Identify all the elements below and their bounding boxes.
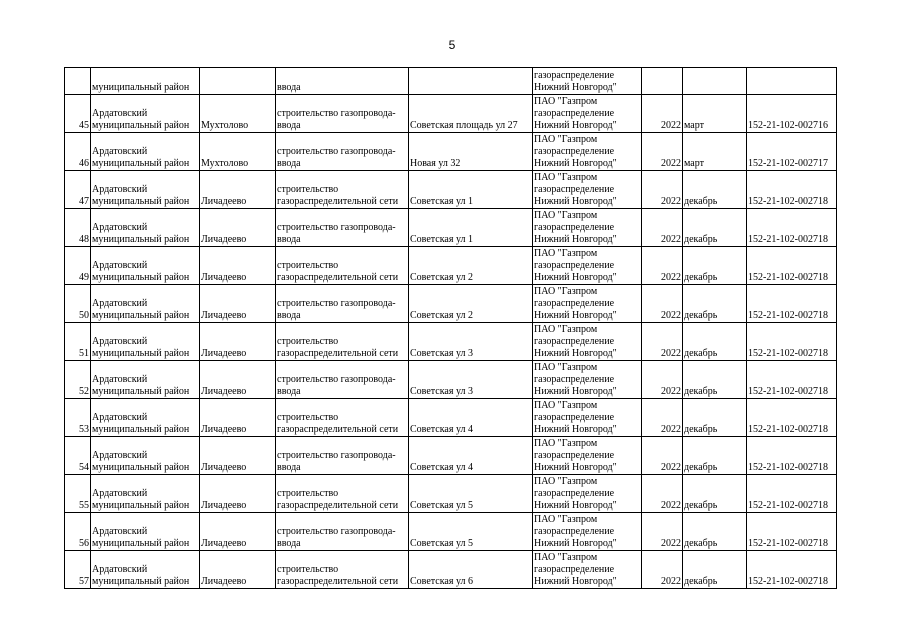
cell-settlement: Личадеево — [200, 247, 276, 285]
org-line: Нижний Новгород" — [534, 348, 617, 359]
cell-settlement: Личадеево — [200, 475, 276, 513]
cell-settlement: Личадеево — [200, 551, 276, 589]
cell-code: 152-21-102-002718 — [747, 323, 837, 361]
district-line: муниципальный район — [92, 234, 190, 245]
cell-district — [91, 95, 200, 133]
cell-code: 152-21-102-002718 — [747, 399, 837, 437]
org-line: Нижний Новгород" — [534, 82, 617, 93]
district-line: муниципальный район — [92, 538, 190, 549]
cell-org — [533, 399, 642, 437]
cell-settlement: Личадеево — [200, 209, 276, 247]
cell-code: 152-21-102-002717 — [747, 133, 837, 171]
table-row — [65, 171, 837, 209]
work-line: строительство газопровода- — [277, 108, 396, 119]
cell-code: 152-21-102-002718 — [747, 361, 837, 399]
cell-org — [533, 247, 642, 285]
work-line: ввода — [277, 386, 301, 397]
work-line: ввода — [277, 538, 301, 549]
work-line: строительство газопровода- — [277, 374, 396, 385]
org-line: ПАО "Газпром — [534, 400, 598, 411]
district-line: муниципальный район — [92, 120, 190, 131]
cell-year: 2022 — [642, 361, 683, 399]
cell-month: декабрь — [683, 399, 747, 437]
cell-address: Новая ул 32 — [409, 133, 533, 171]
cell-address — [409, 68, 533, 95]
cell-code: 152-21-102-002718 — [747, 513, 837, 551]
org-line: ПАО "Газпром — [534, 552, 598, 563]
cell-settlement — [200, 68, 276, 95]
cell-month: декабрь — [683, 437, 747, 475]
org-line: Нижний Новгород" — [534, 386, 617, 397]
cell-num: 55 — [65, 475, 91, 513]
org-line: ПАО "Газпром — [534, 476, 598, 487]
work-line: газораспределительной сети — [277, 500, 399, 511]
cell-work — [276, 513, 409, 551]
cell-work — [276, 551, 409, 589]
cell-year — [642, 68, 683, 95]
cell-district — [91, 399, 200, 437]
cell-district — [91, 133, 200, 171]
org-line: Нижний Новгород" — [534, 272, 617, 283]
cell-org — [533, 209, 642, 247]
table-row — [65, 399, 837, 437]
work-line: газораспределительной сети — [277, 196, 399, 207]
cell-work — [276, 361, 409, 399]
cell-work — [276, 247, 409, 285]
work-line: ввода — [277, 120, 301, 131]
cell-month: март — [683, 95, 747, 133]
cell-code: 152-21-102-002718 — [747, 285, 837, 323]
cell-district — [91, 437, 200, 475]
org-line: ПАО "Газпром — [534, 172, 598, 183]
district-line: муниципальный район — [92, 386, 190, 397]
cell-code: 152-21-102-002718 — [747, 209, 837, 247]
cell-num: 47 — [65, 171, 91, 209]
org-line: Нижний Новгород" — [534, 310, 617, 321]
cell-month: декабрь — [683, 247, 747, 285]
cell-address: Советская ул 4 — [409, 399, 533, 437]
district-line: муниципальный район — [92, 500, 190, 511]
district-line: Ардатовский — [92, 564, 148, 575]
cell-org — [533, 323, 642, 361]
district-line: муниципальный район — [92, 82, 190, 93]
district-line: Ардатовский — [92, 412, 148, 423]
cell-address: Советская ул 1 — [409, 209, 533, 247]
cell-num: 50 — [65, 285, 91, 323]
district-line: Ардатовский — [92, 336, 148, 347]
cell-work — [276, 133, 409, 171]
cell-num: 57 — [65, 551, 91, 589]
work-line: строительство — [277, 260, 339, 271]
cell-address: Советская ул 5 — [409, 475, 533, 513]
district-line: муниципальный район — [92, 158, 190, 169]
cell-month — [683, 68, 747, 95]
table-row — [65, 437, 837, 475]
cell-month: март — [683, 133, 747, 171]
table-row — [65, 475, 837, 513]
work-line: строительство газопровода- — [277, 298, 396, 309]
cell-org — [533, 68, 642, 95]
cell-work — [276, 95, 409, 133]
org-line: ПАО "Газпром — [534, 210, 598, 221]
cell-code — [747, 68, 837, 95]
org-line: газораспределение — [534, 374, 615, 385]
org-line: ПАО "Газпром — [534, 134, 598, 145]
cell-district — [91, 475, 200, 513]
work-line: газораспределительной сети — [277, 576, 399, 587]
cell-district — [91, 323, 200, 361]
cell-org — [533, 551, 642, 589]
district-line: муниципальный район — [92, 576, 190, 587]
district-line: Ардатовский — [92, 184, 148, 195]
org-line: газораспределение — [534, 298, 615, 309]
cell-address: Советская ул 2 — [409, 285, 533, 323]
work-line: строительство газопровода- — [277, 146, 396, 157]
cell-num: 56 — [65, 513, 91, 551]
cell-year: 2022 — [642, 171, 683, 209]
work-line: газораспределительной сети — [277, 348, 399, 359]
cell-org — [533, 361, 642, 399]
district-line: Ардатовский — [92, 260, 148, 271]
cell-work — [276, 437, 409, 475]
cell-address: Советская ул 3 — [409, 361, 533, 399]
table-row — [65, 323, 837, 361]
cell-address: Советская ул 3 — [409, 323, 533, 361]
cell-num: 46 — [65, 133, 91, 171]
cell-year: 2022 — [642, 513, 683, 551]
cell-year: 2022 — [642, 95, 683, 133]
cell-work — [276, 323, 409, 361]
cell-code: 152-21-102-002718 — [747, 171, 837, 209]
page-number: 5 — [448, 38, 456, 52]
cell-month: декабрь — [683, 285, 747, 323]
cell-address: Советская площадь ул 27 — [409, 95, 533, 133]
org-line: Нижний Новгород" — [534, 538, 617, 549]
table-row — [65, 133, 837, 171]
cell-month: декабрь — [683, 475, 747, 513]
cell-num: 45 — [65, 95, 91, 133]
district-line: Ардатовский — [92, 108, 148, 119]
cell-month: декабрь — [683, 323, 747, 361]
work-line: ввода — [277, 158, 301, 169]
cell-district — [91, 361, 200, 399]
cell-org — [533, 133, 642, 171]
cell-year: 2022 — [642, 399, 683, 437]
cell-month: декабрь — [683, 361, 747, 399]
work-line: ввода — [277, 82, 301, 93]
work-line: ввода — [277, 462, 301, 473]
district-line: Ардатовский — [92, 450, 148, 461]
cell-settlement: Личадеево — [200, 399, 276, 437]
table-row-continued — [65, 68, 837, 95]
org-line: Нижний Новгород" — [534, 158, 617, 169]
district-line: муниципальный район — [92, 272, 190, 283]
district-line: муниципальный район — [92, 310, 190, 321]
table-row — [65, 209, 837, 247]
district-line: Ардатовский — [92, 374, 148, 385]
district-line: муниципальный район — [92, 196, 190, 207]
org-line: ПАО "Газпром — [534, 362, 598, 373]
cell-month: декабрь — [683, 551, 747, 589]
cell-district — [91, 68, 200, 95]
work-line: строительство — [277, 412, 339, 423]
cell-num: 51 — [65, 323, 91, 361]
cell-work — [276, 171, 409, 209]
cell-year: 2022 — [642, 247, 683, 285]
district-line: Ардатовский — [92, 488, 148, 499]
cell-work — [276, 68, 409, 95]
cell-month: декабрь — [683, 171, 747, 209]
org-line: Нижний Новгород" — [534, 196, 617, 207]
table-row — [65, 285, 837, 323]
work-line: ввода — [277, 310, 301, 321]
cell-district — [91, 247, 200, 285]
cell-district — [91, 209, 200, 247]
cell-work — [276, 209, 409, 247]
cell-work — [276, 475, 409, 513]
org-line: газораспределение — [534, 412, 615, 423]
org-line: газораспределение — [534, 146, 615, 157]
cell-year: 2022 — [642, 209, 683, 247]
district-line: Ардатовский — [92, 298, 148, 309]
cell-district — [91, 513, 200, 551]
cell-district — [91, 551, 200, 589]
org-line: ПАО "Газпром — [534, 286, 598, 297]
cell-num: 49 — [65, 247, 91, 285]
org-line: газораспределение — [534, 488, 615, 499]
cell-month: декабрь — [683, 513, 747, 551]
work-line: строительство газопровода- — [277, 526, 396, 537]
cell-address: Советская ул 2 — [409, 247, 533, 285]
work-line: строительство газопровода- — [277, 222, 396, 233]
cell-num: 48 — [65, 209, 91, 247]
org-line: газораспределение — [534, 526, 615, 537]
cell-num: 54 — [65, 437, 91, 475]
org-line: ПАО "Газпром — [534, 514, 598, 525]
org-line: газораспределение — [534, 222, 615, 233]
cell-org — [533, 513, 642, 551]
district-line: Ардатовский — [92, 526, 148, 537]
cell-code: 152-21-102-002718 — [747, 475, 837, 513]
org-line: газораспределение — [534, 260, 615, 271]
table-row — [65, 361, 837, 399]
work-line: ввода — [277, 234, 301, 245]
district-line: Ардатовский — [92, 146, 148, 157]
work-line: строительство газопровода- — [277, 450, 396, 461]
cell-settlement: Мухтолово — [200, 95, 276, 133]
cell-settlement: Личадеево — [200, 437, 276, 475]
cell-settlement: Мухтолово — [200, 133, 276, 171]
cell-work — [276, 399, 409, 437]
cell-code: 152-21-102-002716 — [747, 95, 837, 133]
cell-address: Советская ул 4 — [409, 437, 533, 475]
cell-year: 2022 — [642, 323, 683, 361]
org-line: газораспределение — [534, 184, 615, 195]
cell-settlement: Личадеево — [200, 171, 276, 209]
district-line: муниципальный район — [92, 424, 190, 435]
cell-code: 152-21-102-002718 — [747, 247, 837, 285]
work-line: строительство — [277, 184, 339, 195]
org-line: Нижний Новгород" — [534, 120, 617, 131]
table-row — [65, 247, 837, 285]
cell-org — [533, 437, 642, 475]
cell-year: 2022 — [642, 551, 683, 589]
org-line: Нижний Новгород" — [534, 576, 617, 587]
district-line: муниципальный район — [92, 348, 190, 359]
org-line: газораспределение — [534, 336, 615, 347]
cell-code: 152-21-102-002718 — [747, 551, 837, 589]
cell-year: 2022 — [642, 133, 683, 171]
cell-org — [533, 475, 642, 513]
org-line: ПАО "Газпром — [534, 248, 598, 259]
cell-address: Советская ул 5 — [409, 513, 533, 551]
org-line: Нижний Новгород" — [534, 500, 617, 511]
org-line: Нижний Новгород" — [534, 234, 617, 245]
cell-settlement: Личадеево — [200, 285, 276, 323]
work-line: строительство — [277, 564, 339, 575]
cell-district — [91, 171, 200, 209]
org-line: газораспределение — [534, 70, 615, 81]
table-row — [65, 513, 837, 551]
cell-num — [65, 68, 91, 95]
org-line: ПАО "Газпром — [534, 324, 598, 335]
org-line: газораспределение — [534, 564, 615, 575]
cell-org — [533, 95, 642, 133]
work-line: газораспределительной сети — [277, 272, 399, 283]
cell-address: Советская ул 6 — [409, 551, 533, 589]
cell-year: 2022 — [642, 475, 683, 513]
org-line: Нижний Новгород" — [534, 424, 617, 435]
cell-code: 152-21-102-002718 — [747, 437, 837, 475]
cell-settlement: Личадеево — [200, 323, 276, 361]
cell-org — [533, 171, 642, 209]
district-line: муниципальный район — [92, 462, 190, 473]
work-line: строительство — [277, 488, 339, 499]
gasification-table — [64, 67, 837, 589]
cell-year: 2022 — [642, 285, 683, 323]
cell-org — [533, 285, 642, 323]
org-line: Нижний Новгород" — [534, 462, 617, 473]
cell-settlement: Личадеево — [200, 513, 276, 551]
cell-num: 52 — [65, 361, 91, 399]
cell-month: декабрь — [683, 209, 747, 247]
cell-district — [91, 285, 200, 323]
work-line: газораспределительной сети — [277, 424, 399, 435]
cell-settlement: Личадеево — [200, 361, 276, 399]
org-line: ПАО "Газпром — [534, 438, 598, 449]
work-line: строительство — [277, 336, 339, 347]
org-line: газораспределение — [534, 450, 615, 461]
cell-address: Советская ул 1 — [409, 171, 533, 209]
cell-year: 2022 — [642, 437, 683, 475]
district-line: Ардатовский — [92, 222, 148, 233]
cell-work — [276, 285, 409, 323]
org-line: ПАО "Газпром — [534, 96, 598, 107]
table-row — [65, 95, 837, 133]
org-line: газораспределение — [534, 108, 615, 119]
cell-num: 53 — [65, 399, 91, 437]
table-row — [65, 551, 837, 589]
